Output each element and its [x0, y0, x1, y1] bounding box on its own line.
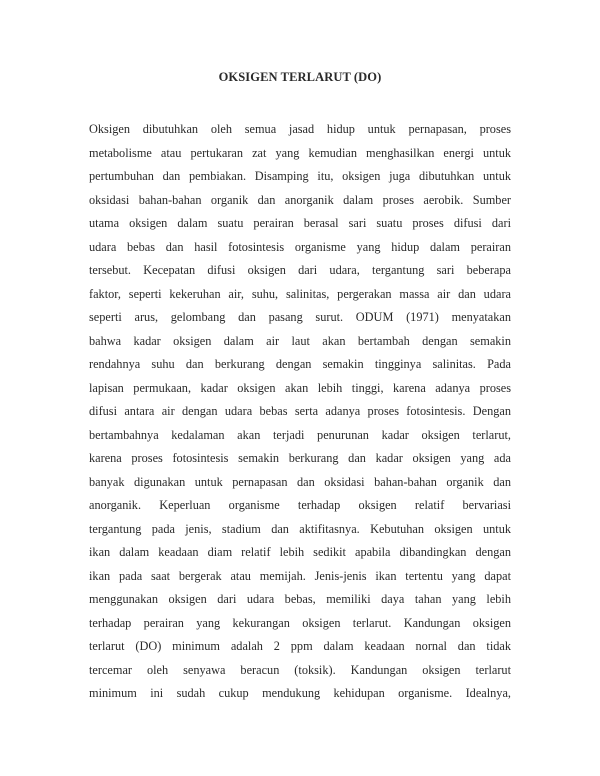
text-line: lapisan permukaan, kadar oksigen akan lebih tinggi, karena adanya proses: [89, 380, 511, 395]
text-line: rendahnya suhu dan berkurang dengan semakin tingginya salinitas. Pada: [89, 357, 511, 371]
text-line: oksidasi bahan-bahan organik dan anorganik dalam proses aerobik. Sumber: [89, 192, 511, 207]
text-line: faktor, seperti kekeruhan air, suhu, salinitas, pergerakan massa air dan udara: [89, 286, 511, 301]
text-line: Oksigen dibutuhkan oleh semua jasad hidup untuk pernapasan, proses: [89, 122, 511, 136]
document-title: OKSIGEN TERLARUT (DO): [218, 70, 382, 84]
text-line: tercemar oleh senyawa beracun (toksik). Kandungan oksigen terlarut: [89, 662, 511, 677]
text-line: anorganik. Keperluan organisme terhadap oksigen relatif bervariasi: [89, 498, 511, 512]
text-line: bertambahnya kedalaman akan terjadi penurunan kadar oksigen terlarut,: [89, 427, 511, 442]
text-line: ikan dalam keadaan diam relatif lebih sedikit apabila dibandingkan dengan: [89, 545, 511, 559]
text-line: bahwa kadar oksigen dalam air laut akan bertambah dengan semakin: [89, 333, 511, 348]
text-line: difusi antara air dengan udara bebas serta adanya proses fotosintesis. Dengan: [89, 404, 511, 418]
text-line: banyak digunakan untuk pernapasan dan oksidasi bahan-bahan organik dan: [89, 474, 511, 489]
text-line: seperti arus, gelombang dan pasang surut. ODUM (1971) menyatakan: [89, 310, 511, 324]
text-line: menggunakan oksigen dari udara bebas, memiliki daya tahan yang lebih: [89, 592, 511, 606]
text-line: tersebut. Kecepatan difusi oksigen dari udara, tergantung sari beberapa: [89, 263, 511, 277]
body-paragraph: [89, 118, 511, 706]
text-line: pertumbuhan dan pembiakan. Disamping itu, oksigen juga dibutuhkan untuk: [89, 169, 511, 183]
text-line: utama oksigen dalam suatu perairan berasal sari suatu proses difusi dari: [89, 216, 511, 230]
text-line: karena proses fotosintesis semakin berkurang dan kadar oksigen yang ada: [89, 451, 511, 465]
text-line: terhadap perairan yang kekurangan oksigen terlarut. Kandungan oksigen: [89, 615, 511, 630]
text-line: udara bebas dan hasil fotosintesis organisme yang hidup dalam perairan: [89, 239, 511, 254]
text-line: minimum ini sudah cukup mendukung kehidupan organisme. Idealnya,: [89, 686, 511, 700]
text-line: metabolisme atau pertukaran zat yang kemudian menghasilkan energi untuk: [89, 145, 511, 160]
text-line: ikan pada saat bergerak atau memijah. Jenis-jenis ikan tertentu yang dapat: [89, 568, 511, 583]
text-line: tergantung pada jenis, stadium dan aktifitasnya. Kebutuhan oksigen untuk: [89, 521, 511, 536]
text-line: terlarut (DO) minimum adalah 2 ppm dalam keadaan nornal dan tidak: [89, 639, 511, 653]
